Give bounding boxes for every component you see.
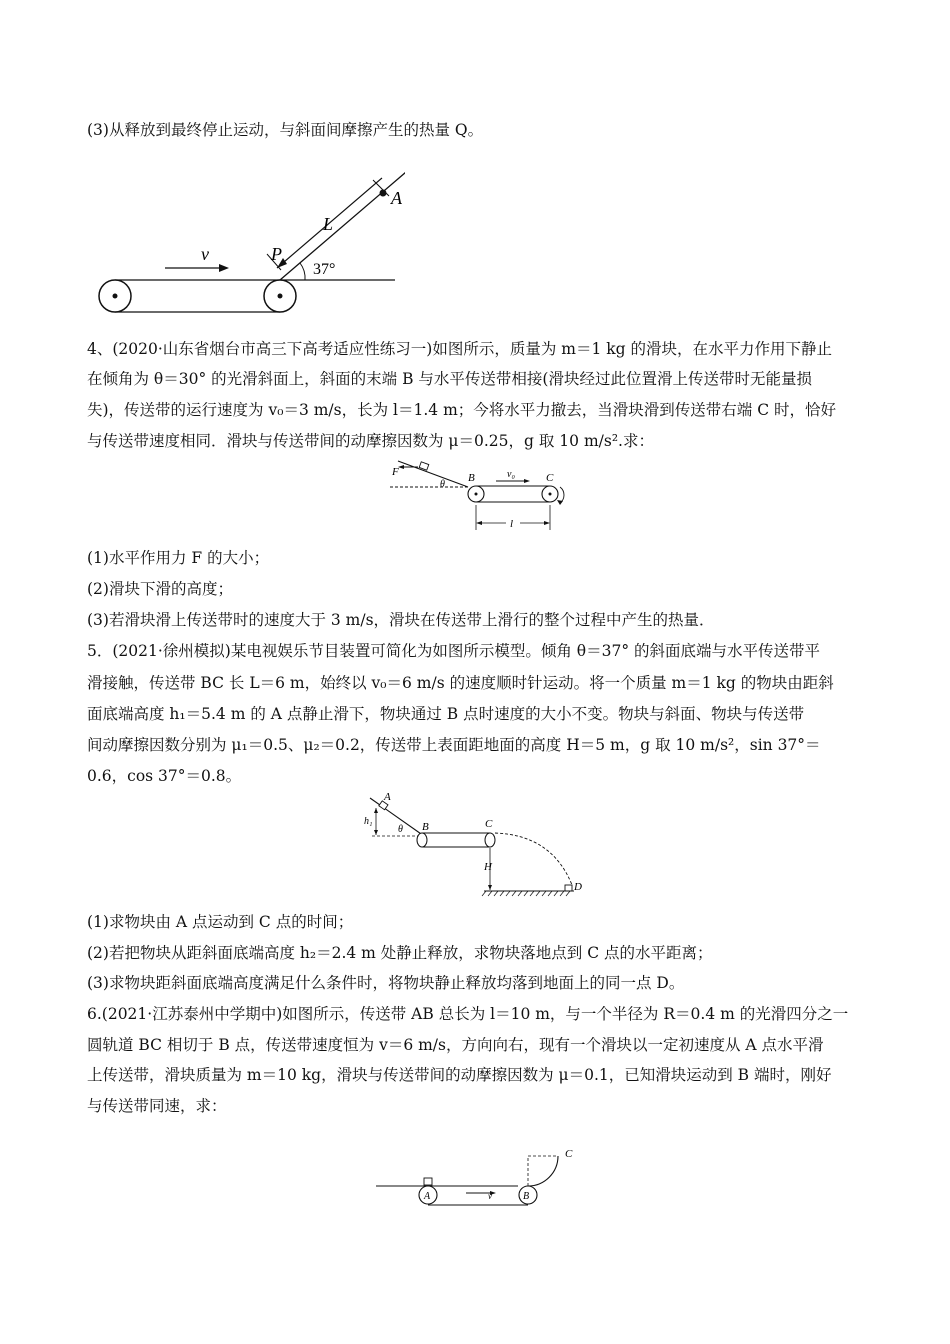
q5-line-5: 0.6，cos 37°＝0.8。 [87, 767, 242, 785]
q5fig-label-H: H [484, 861, 492, 873]
q5-line-4: 间动摩擦因数分别为 μ₁＝0.5、μ₂＝0.2，传送带上表面距地面的高度 H＝5 m，g 取 10 m/s²，sin 37°＝ [87, 736, 821, 754]
q4-part-1: (1)水平作用力 F 的大小； [87, 549, 270, 567]
fig1-label-L: L [323, 214, 334, 234]
q6fig-label-C: C [565, 1148, 573, 1160]
q5-line-2: 滑接触，传送带 BC 长 L＝6 m，始终以 v₀＝6 m/s 的速度顺时针运动。将一个质量 m＝1 kg 的物块由距斜 [87, 674, 834, 692]
q6fig-label-v: v [488, 1191, 492, 1201]
q4-line-4: 与传送带速度相同．滑块与传送带间的动摩擦因数为 μ＝0.25，g 取 10 m/s².求： [87, 432, 654, 450]
q6-line-2: 圆轨道 BC 相切于 B 点，传送带速度恒为 v＝6 m/s，方向向右，现有一个滑块以一定初速度从 A 点水平滑 [87, 1036, 824, 1054]
q5-part-2: (2)若把物块从距斜面底端高度 h₂＝2.4 m 处静止释放，求物块落地点到 C 点的水平距离； [87, 944, 713, 962]
q4fig-label-v0: v₀ [507, 469, 515, 480]
q6-line-1: 6.(2021·江苏泰州中学期中)如图所示，传送带 AB 总长为 l＝10 m，与一个半径为 R＝0.4 m 的光滑四分之一 [87, 1005, 849, 1023]
q4fig-label-F: F [392, 466, 399, 478]
figure-incline-conveyor [95, 160, 405, 320]
q5fig-label-A: A [384, 791, 391, 803]
q5-line-1: 5．(2021·徐州模拟)某电视娱乐节目装置可简化为如图所示模型。倾角 θ＝37° 的斜面底端与水平传送带平 [87, 642, 820, 660]
q4-line-3: 失)，传送带的运行速度为 v₀＝3 m/s，长为 l＝1.4 m；今将水平力撤去，当滑块滑到传送带右端 C 时，恰好 [87, 401, 836, 419]
q4fig-label-l: l [510, 518, 514, 530]
fig1-label-A: A [391, 188, 402, 208]
q6fig-label-A: A [424, 1191, 431, 1202]
q5-part-1: (1)求物块由 A 点运动到 C 点的时间； [87, 913, 354, 931]
q5fig-label-theta: θ [398, 824, 403, 835]
figure-q5-conveyor [362, 790, 602, 905]
fig1-label-v: v [201, 244, 209, 264]
q6-line-3: 上传送带，滑块质量为 m＝10 kg，滑块与传送带间的动摩擦因数为 μ＝0.1，已知滑块运动到 B 端时，刚好 [87, 1066, 832, 1084]
figure-q6-conveyor [372, 1145, 592, 1215]
figure-q4-conveyor [388, 455, 588, 535]
q6-line-4: 与传送带同速，求： [87, 1097, 227, 1115]
q4fig-label-theta: θ [440, 479, 445, 490]
q4-part-2: (2)滑块下滑的高度； [87, 580, 233, 598]
prev-question-part-3: (3)从释放到最终停止运动，与斜面间摩擦产生的热量 Q。 [87, 121, 484, 139]
q4-line-1: 4、(2020·山东省烟台市高三下高考适应性练习一)如图所示，质量为 m＝1 kg 的滑块，在水平力作用下静止 [87, 340, 832, 358]
fig1-label-angle: 37° [313, 261, 336, 278]
q5fig-label-B: B [422, 821, 429, 833]
q5fig-label-C: C [485, 818, 493, 830]
q4-part-3: (3)若滑块滑上传送带时的速度大于 3 m/s，滑块在传送带上滑行的整个过程中产生的热量． [87, 611, 715, 629]
q5fig-label-h1: h₁ [364, 816, 373, 827]
q5-part-3: (3)求物块距斜面底端高度满足什么条件时，将物块静止释放均落到地面上的同一点 D。 [87, 974, 685, 992]
q4-line-2: 在倾角为 θ＝30° 的光滑斜面上，斜面的末端 B 与水平传送带相接(滑块经过此位置滑上传送带时无能量损 [87, 370, 812, 388]
q5fig-label-D: D [574, 881, 582, 893]
fig1-label-P: P [271, 244, 282, 264]
q4fig-label-B: B [468, 472, 475, 484]
q4fig-label-C: C [546, 472, 554, 484]
q5-line-3: 面底端高度 h₁＝5.4 m 的 A 点静止滑下，物块通过 B 点时速度的大小不变。物块与斜面、物块与传送带 [87, 705, 805, 723]
q6fig-label-B: B [523, 1191, 530, 1202]
